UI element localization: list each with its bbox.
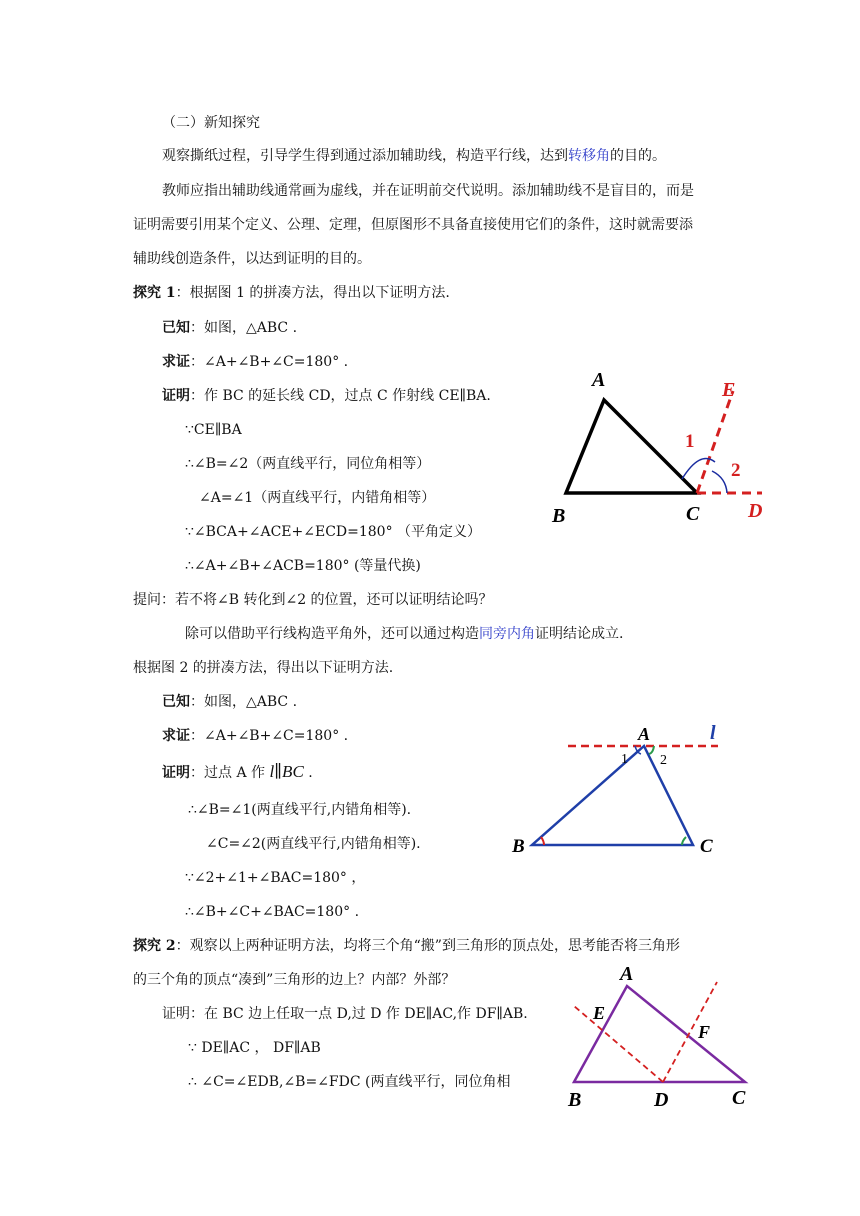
label-e: E [593,1003,606,1023]
proof-1-step-3: ∠A=∠1（两直线平行，内错角相等） [199,490,436,506]
method-2-heading: 根据图 2 的拼凑方法，得出以下证明方法. [133,660,394,676]
triangle-abc [574,986,745,1082]
question: 提问：若不将∠B 转化到∠2 的位置，还可以证明结论吗？ [133,592,493,608]
proof-text: ：作 BC 的延长线 CD，过点 C 作射线 CE∥BA. [190,388,491,404]
explore-2-label: 探究 2 [133,938,176,954]
paragraph-same-side-b: 证明结论成立. [535,626,624,642]
parallel-bc-symbol: ∥BC [274,762,304,781]
proof-label: 证明 [162,765,190,781]
angle-1-arc [682,458,715,479]
proof-1-step-5: ∴∠A+∠B+∠ACB=180° (等量代换) [185,558,421,574]
paragraph-same-side-a: 除可以借助平行线构造平角外，还可以通过构造 [185,626,479,642]
label-c: C [686,503,700,525]
figure-1 [540,360,780,530]
prove-text: ：∠A+∠B+∠C=180° . [190,354,349,370]
label-a: A [592,369,606,391]
label-a: A [638,724,651,744]
label-a: A [620,963,634,985]
label-e: E [722,379,736,401]
label-l: l [710,722,716,744]
known-label: 已知 [162,694,190,710]
paragraph-teacher-line-2: 证明需要引用某个定义、公理、定理，但原图形不具备直接使用它们的条件，这时就需要添 [133,217,693,233]
proof-2-step-3: ∵∠2+∠1+∠BAC=180° ， [185,870,366,886]
explore-1-prove [162,352,348,372]
section-title: （二）新知探究 [162,115,260,131]
figure-3 [560,960,760,1110]
proof-2-step-1: ∴∠B=∠1(两直线平行,内错角相等). [188,802,412,818]
angle-2-arc [712,471,727,493]
line-l-symbol: l [269,762,275,781]
known-label: 已知 [162,320,190,336]
method-2-proof [162,762,313,783]
known-text: ：如图，△ABC . [190,694,298,710]
figure-2 [500,715,740,865]
paragraph-teacher-line-3: 辅助线创造条件，以达到证明的目的。 [133,251,371,267]
prove-label: 求证 [162,354,190,370]
label-angle-1: 1 [685,431,695,452]
triangle-abc [566,400,697,493]
prove-label: 求证 [162,728,190,744]
known-text: ：如图，△ABC . [190,320,298,336]
method-2-prove [162,726,348,746]
paragraph-same-side [185,624,623,644]
label-b: B [512,836,525,857]
proof-text-a: ：过点 A 作 [190,765,270,781]
highlight-same-side-interior: 同旁内角 [479,626,535,642]
paragraph-teacher-line-1: 教师应指出辅助线通常画为虚线，并在证明前交代说明。添加辅助线不是盲目的，而是 [162,183,694,199]
proof-1-step-2: ∴∠B=∠2（两直线平行，同位角相等） [185,456,431,472]
triangle-abc [532,746,693,845]
label-c: C [732,1087,746,1109]
label-d: D [654,1089,669,1110]
label-b: B [552,505,566,527]
paragraph-observe [162,146,666,166]
proof-2-step-2: ∠C=∠2(两直线平行,内错角相等). [206,836,421,852]
explore-2-heading [133,936,680,956]
proof-text-d: . [303,765,313,781]
method-2-known [162,692,297,712]
explore-2-text: ：观察以上两种证明方法，均将三个角“搬”到三角形的顶点处，思考能否将三角形 [175,938,680,954]
proof-1-step-1: ∵CE∥BA [185,422,242,438]
label-angle-1: 1 [621,752,628,767]
proof-3-step-2: ∴ ∠C=∠EDB,∠B=∠FDC (两直线平行，同位角相 [188,1074,511,1090]
line-de [574,1006,663,1082]
explore-1-text: ：根据图 1 的拼凑方法，得出以下证明方法. [175,285,450,301]
label-c: C [700,836,713,857]
explore-1-label: 探究 1 [133,285,176,301]
ray-ce [697,391,733,493]
explore-2-proof: 证明：在 BC 边上任取一点 D,过 D 作 DE∥AC,作 DF∥AB. [162,1006,528,1022]
paragraph-observe-b: 的目的。 [610,148,666,164]
label-f: F [698,1022,711,1042]
label-d: D [748,500,763,522]
explore-1-proof [162,386,491,406]
proof-3-step-1: ∵ DE∥AC ， DF∥AB [188,1040,321,1056]
explore-1-heading [133,283,450,303]
paragraph-observe-a: 观察撕纸过程，引导学生得到通过添加辅助线，构造平行线，达到 [162,148,568,164]
proof-1-step-4: ∵∠BCA+∠ACE+∠ECD=180° （平角定义） [185,524,482,540]
proof-2-step-4: ∴∠B+∠C+∠BAC=180° . [185,904,360,920]
highlight-transfer-angle: 转移角 [568,148,610,164]
prove-text: ：∠A+∠B+∠C=180° . [190,728,349,744]
explore-2-text-2: 的三个角的顶点“凑到”三角形的边上？内部？外部？ [133,972,456,988]
label-b: B [568,1089,582,1110]
proof-label: 证明 [162,388,190,404]
label-angle-2: 2 [660,753,667,768]
explore-1-known [162,318,297,338]
label-angle-2: 2 [731,460,741,481]
